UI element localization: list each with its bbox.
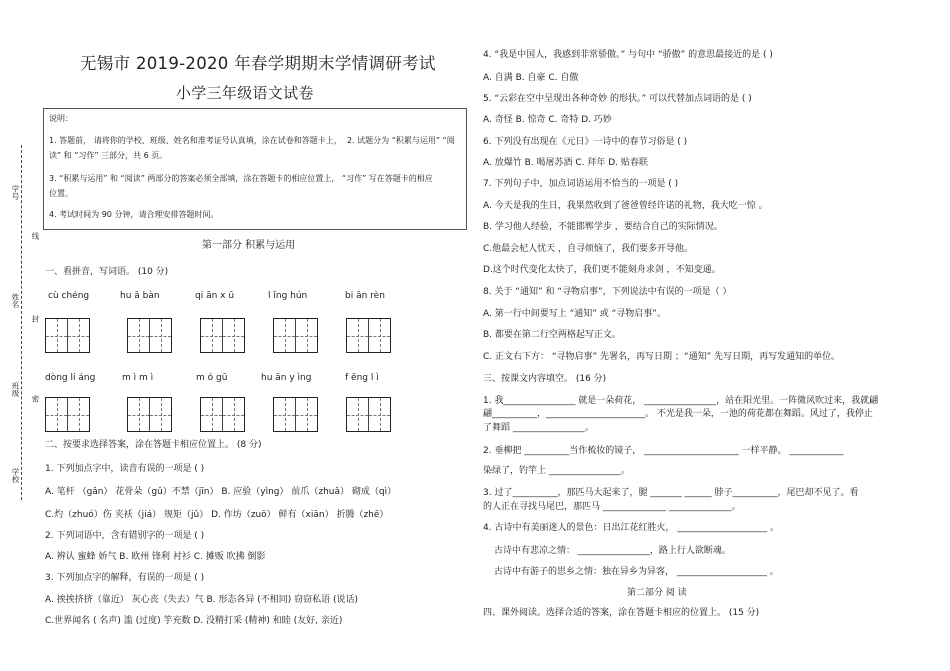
writing-grid[interactable] [200, 397, 245, 432]
binding-label-name: 姓名 [11, 293, 20, 308]
question-2-2: 2. 下列词语中，含有错别字的一项是 ( ) [45, 531, 205, 541]
question-6-options: A. 放爆竹 B. 喝屠苏酒 C. 拜年 D. 贴春联 [483, 158, 648, 168]
question-2-1: 1. 下列加点字中，读音有误的一项是 ( ) [45, 464, 205, 474]
question-7-c: C.他最会杞人忧天 ，自寻烦恼了，我们要多开导他。 [483, 244, 694, 254]
reading-question: 四、课外阅读。选择合适的答案，涂在答题卡相应的位置上。 (15 分) [483, 608, 760, 618]
writing-grid[interactable] [273, 318, 318, 353]
fill-4-line1: 4. 古诗中有美丽迷人的景色：日出江花红胜火， ____________________ 。 [483, 523, 780, 533]
question-4: 4. “我是中国人，我感到非常骄傲。” 与句中 “骄傲” 的意思最接近的是 ( ) [483, 50, 773, 60]
question-7-a: A. 今天是我的生日，我果然收到了爸爸曾经许诺的礼物，我大吃一惊 。 [483, 201, 768, 211]
instructions-head: 说明： [49, 114, 73, 123]
fill-4-line2: 古诗中有悲凉之情： ________________，路上行人欲断魂。 [494, 546, 731, 556]
writing-grid[interactable] [127, 397, 172, 432]
binding-label-line: 线 [31, 232, 40, 240]
question-3: 三、按课文内容填空。 (16 分) [483, 374, 607, 384]
instruction-3: 3. “积累与运用” 和 “阅读” 两部分的答案必须全部填，涂在答题卡的相应位置上， “习作” 写在答题卡的相应 [49, 174, 433, 183]
question-8-b: B. 都要在第二行空两格起写正文。 [483, 330, 621, 340]
pinyin-2: hu ā bàn [120, 291, 160, 301]
writing-grid[interactable] [127, 318, 172, 353]
binding-label-student-id: 学号 [11, 185, 20, 200]
question-8-c: C. 正文右下方： “寻物启事” 先署名，再写日期 ；“通知” 先写日期，再写发通知的单位。 [483, 352, 841, 362]
instruction-2-cont: 读” 和 “习作” 三部分，共 6 页。 [49, 151, 168, 160]
instruction-4: 4. 考试时间为 90 分钟，请合理安排答题时间。 [49, 210, 219, 219]
part2-title: 第二部分 阅 读 [627, 588, 687, 598]
writing-grid[interactable] [273, 397, 318, 432]
question-2-2-options: A. 辨认 蜜蜂 娇气 B. 欧州 锋利 衬衫 C. 摊贩 吹拂 倒影 [45, 552, 266, 562]
fill-2-line1: 2. 垂柳把 __________当作梳妆的镜子， _____________________ 一样平静。 ____________ [483, 446, 844, 456]
pinyin-4: l ǐng hún [268, 291, 308, 301]
instruction-3-cont: 位置。 [49, 189, 73, 198]
binding-label-school: 学校 [11, 468, 20, 483]
pinyin-3: qi ān x ū [195, 291, 235, 301]
fill-1-line3: 了舞蹈 ________________。 [483, 423, 594, 433]
question-7: 7. 下列句子中，加点词语运用不恰当的一项是 ( ) [483, 179, 679, 189]
exam-subtitle: 小学三年级语文试卷 [176, 84, 314, 102]
pinyin-10: f ēng l ì [345, 373, 379, 383]
question-7-d: D.这个时代变化太快了，我们更不能刻舟求剑 ，不知变通。 [483, 265, 721, 275]
fill-1-line1: 1. 我________________ 就是一朵荷花， ________________，站在阳光里。一阵微风吹过来，我就翩 [483, 396, 879, 406]
question-2-1-ab: A. 笔杆 （gǎn） 花骨朵（gǔ）不禁（jīn） B. 应验（yìng） 前爪（zhuǎ） 砌成（qì） [45, 487, 397, 497]
pinyin-5: bi ān rèn [345, 291, 385, 301]
instruction-2: 2. 试题分为 “积累与运用” “阅 [347, 136, 455, 145]
fill-4-line3: 古诗中有游子的思乡之情：独在异乡为异客， ____________________ 。 [494, 567, 779, 577]
instruction-1: 1. 答题前， 请将你的学校、班级、姓名和准考证号认真填，涂在试卷和答题卡上， [49, 136, 342, 145]
question-5-options: A. 奇怪 B. 惊奇 C. 奇特 D. 巧妙 [483, 115, 612, 125]
fill-2-line2: 染绿了，钓竿上 ________________。 [483, 466, 630, 476]
exam-title: 无锡市 2019-2020 年春学期期末学情调研考试 [80, 54, 436, 73]
fill-3-line2: 的人正在寻找马尾巴，那匹马 ______________ ______________。 [483, 502, 741, 512]
question-1: 一、看拼音，写词语。 (10 分) [45, 267, 169, 277]
binding-line [21, 145, 22, 500]
question-2-3-ab: A. 挨挨挤挤（靠近） 灰心丧（失去）气 B. 形态各异 (不相同) 窃窃私语 (说话) [45, 595, 358, 605]
question-8-a: A. 第一行中间要写上 “通知” 或 “寻物启事”。 [483, 309, 666, 319]
binding-label-class: 班级 [11, 382, 20, 397]
pinyin-1: cù chéng [48, 291, 90, 301]
writing-grid[interactable] [346, 397, 391, 432]
pinyin-7: m ì m ì [122, 373, 154, 383]
fill-1-line2: 翩__________，______________________。 不光是我一朵，一池的荷花都在舞蹈。风过了，我停止 [483, 409, 873, 419]
binding-label-seal: 封 [31, 315, 40, 323]
writing-grid[interactable] [45, 318, 90, 353]
pinyin-6: dòng li áng [45, 373, 96, 383]
writing-grid[interactable] [45, 397, 90, 432]
question-2-1-cd: C.灼（zhuó）伤 夹袄（jiá） 规矩（jǔ） D. 作坊（zuō） 鲜有（xiān） 折腾（zhē） [45, 510, 389, 520]
pinyin-8: m ó gū [196, 373, 228, 383]
pinyin-9: hu ān y ìng [261, 373, 312, 383]
question-6: 6. 下列没有出现在《元日》一诗中的春节习俗是 ( ) [483, 137, 688, 147]
question-8: 8. 关于 “通知” 和 “寻物启事”，下列说法中有误的一项是（ ） [483, 287, 732, 297]
part1-title: 第一部分 积累与运用 [202, 240, 296, 251]
question-2: 二、按要求选择答案，涂在答题卡相应位置上。 (8 分) [45, 440, 262, 450]
question-2-3: 3. 下列加点字的解释，有误的一项是 ( ) [45, 573, 205, 583]
fill-3-line1: 3. 过了__________，那匹马大起来了，腿 _______ ______ 脖子__________，尾巴却不见了。看 [483, 488, 859, 498]
binding-label-closed: 密 [31, 395, 40, 403]
question-2-3-cd: C.世界闻名 ( 名声) 滥 (过度) 竽充数 D. 没精打采 (精神) 和睦 (友好, 亲近) [45, 616, 343, 626]
writing-grid[interactable] [200, 318, 245, 353]
question-4-options: A. 自满 B. 自豪 C. 自傲 [483, 73, 579, 83]
question-7-b: B. 学习他人经验，不能邯郸学步 ，要结合自己的实际情况。 [483, 222, 723, 232]
writing-grid[interactable] [346, 318, 391, 353]
question-5: 5. “云彩在空中呈现出各种奇妙 的形状。” 可以代替加点词语的是 ( ) [483, 94, 752, 104]
